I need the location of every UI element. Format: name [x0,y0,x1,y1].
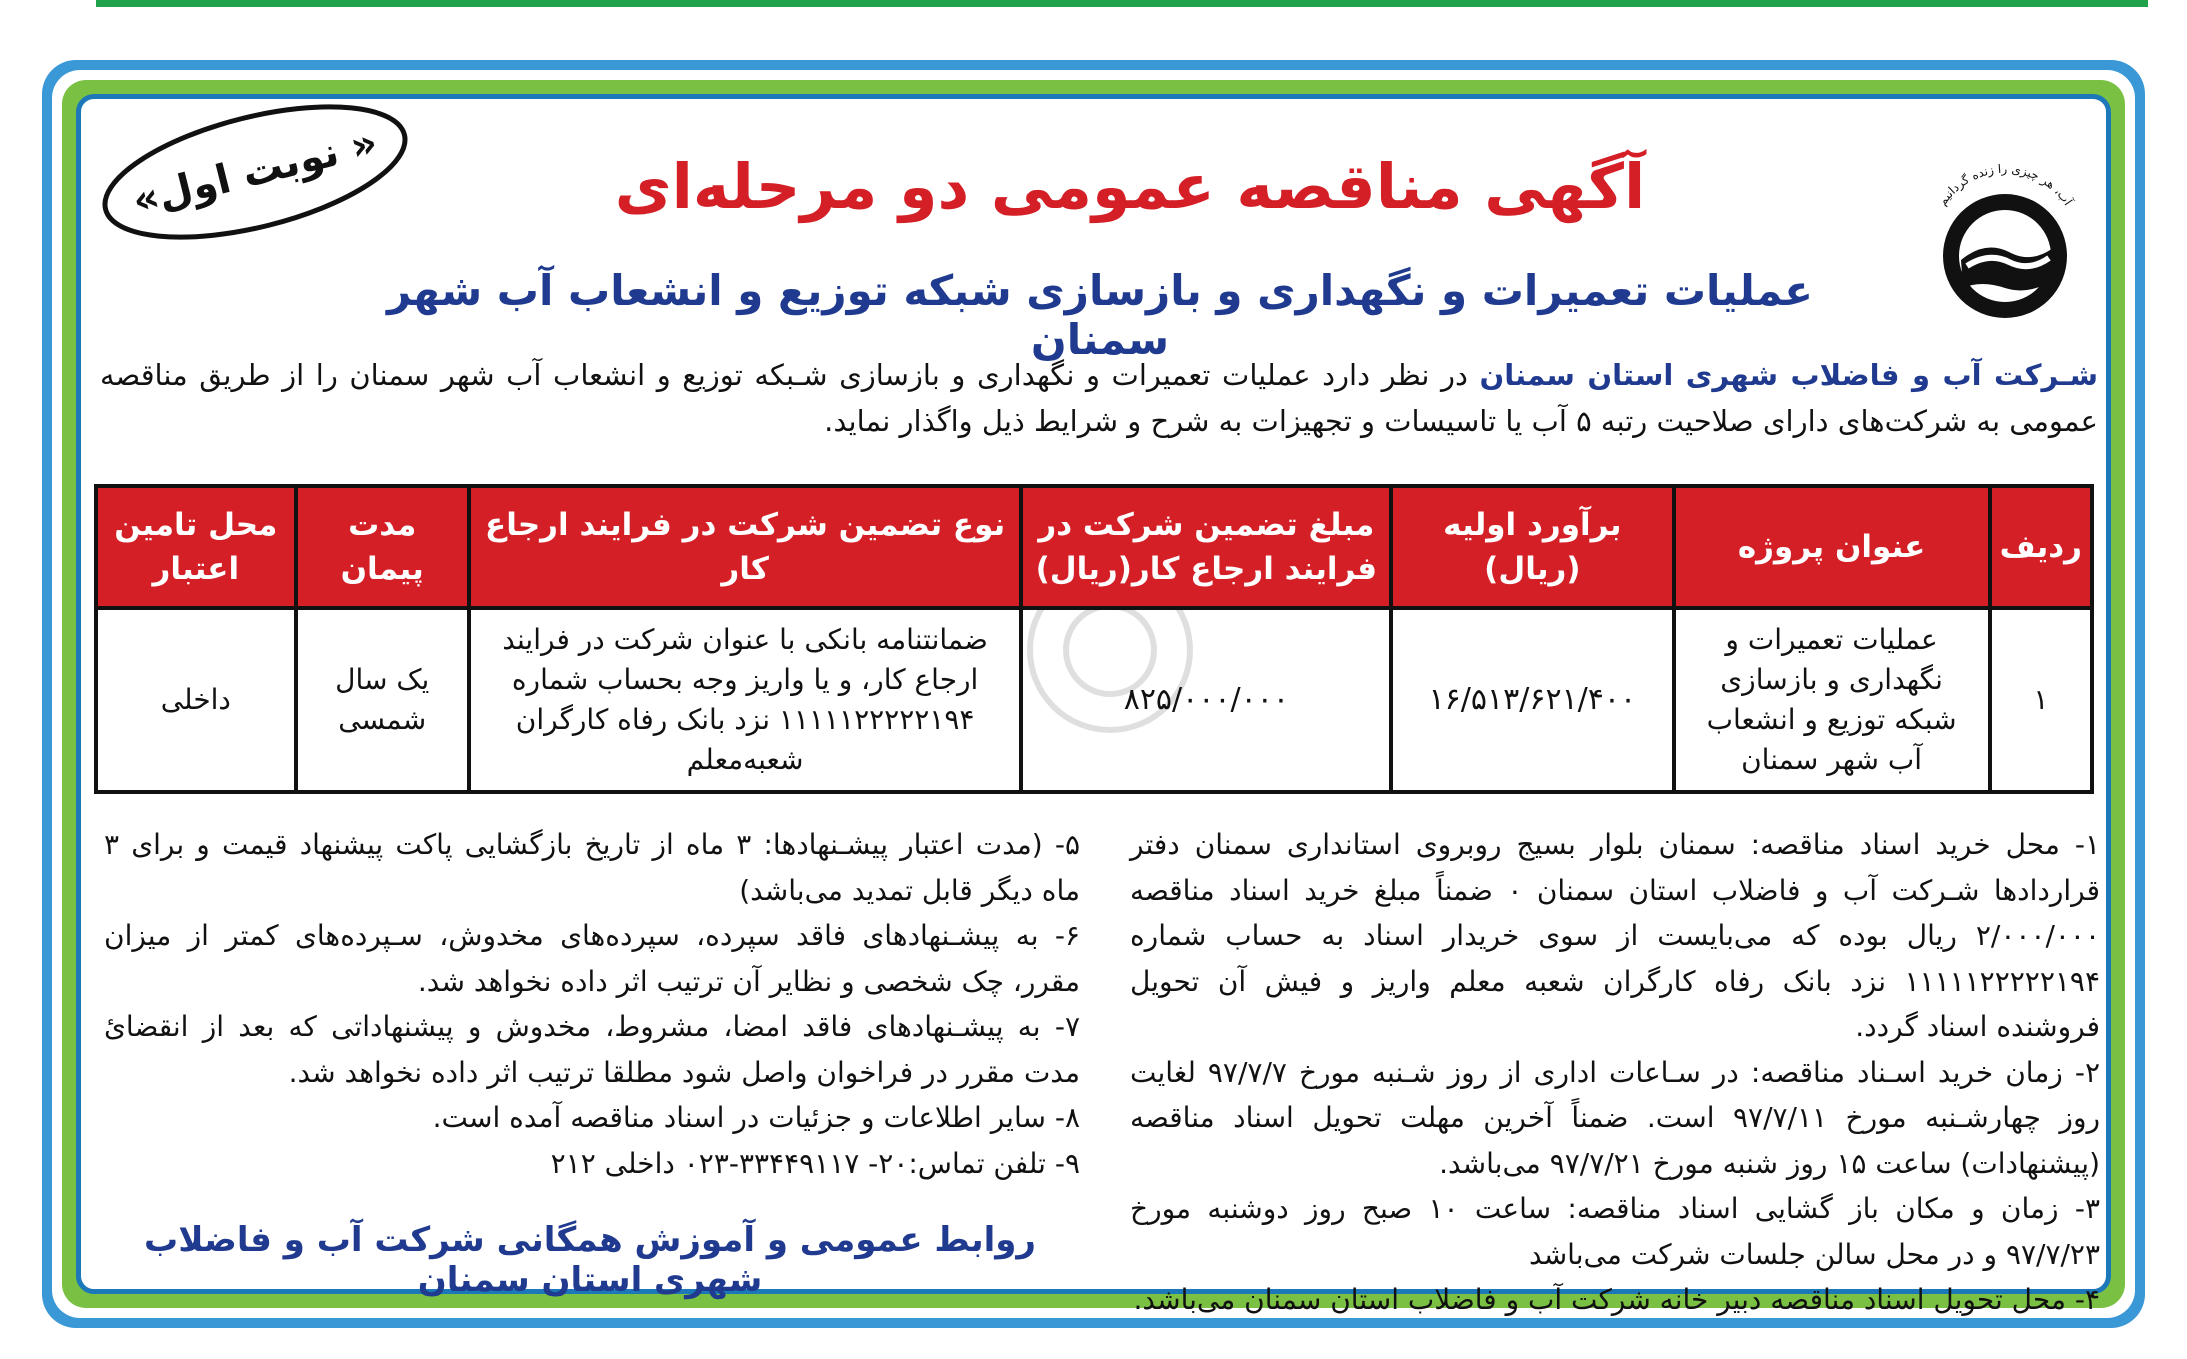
condition-item: ۳- زمان و مکان باز گشایی اسناد مناقصه: ساعت ۱۰ صبح روز دوشنبه مورخ ۹۷/۷/۲۳ و در محل سالن جلسات شرکت می‌باشد [1130,1192,2100,1271]
cell-funding-source: داخلی [96,608,296,792]
public-relations-signature: روابط عمومی و آموزش همگانی شرکت آب و فاضلاب شهری استان سمنان [144,1220,1036,1300]
header-project-title: عنوان پروژه [1674,486,1990,608]
notice-subtitle: عملیات تعمیرات و نگهداری و بازسازی شبکه توزیع و انشعاب آب شهر سمنان [387,266,1813,364]
header-contract-duration: مدت پیمان [296,486,469,608]
cell-guarantee-amount: ۸۲۵/۰۰۰/۰۰۰ [1021,608,1391,792]
cell-guarantee-type: ضمانتنامه بانکی با عنوان شرکت در فرایند ارجاع کار، و یا واریز وجه بحساب شماره ۱۱۱۱۱۲۲۲۲۲۱۹۴ نزد بانک رفاه کارگران شعبه‌معلم [469,608,1022,792]
intro-body: در نظر دارد عملیات تعمیرات و نگهداری و بازسازی شـبکه توزیع و انشعاب آب شهر سمنان را از طریق مناقصه عمومی به شرکت‌های دارای صلاحیت رتبه ۵ آب یا تاسیسات و تجهیزات به شرح و شرایط ذیل واگذار نماید. [100,358,2098,438]
condition-item: ۷- به پیشـنهادهای فاقد امضا، مشروط، مخدوش و پیشنهاداتی که بعد از انقضایٔ مدت مقرر در فراخوان واصل شود مطلقا ترتیب اثر داده نخواهد شد. [104,1010,1080,1089]
header-initial-estimate: برآورد اولیه (ریال) [1391,486,1673,608]
header-funding-source: محل تامین اعتبار [96,486,296,608]
condition-item: ۲- زمان خرید اسـناد مناقصه: در سـاعات اداری از روز شـنبه مورخ ۹۷/۷/۷ لغایت روز چهارشـنبه مورخ ۹۷/۷/۱۱ است. ضمناً آخرین مهلت تحویل اسناد مناقصه (پیشنهادات) ساعت ۱۵ روز شنبه مورخ ۹۷/۷/۲۱ می‌باشد. [1130,1055,2100,1180]
notice-title: آگهی مناقصه عمومی دو مرحله‌ای [614,150,1646,223]
first-round-label: « نوبت اول» [128,119,382,225]
cell-project-title: عملیات تعمیرات و نگهداری و بازسازی شبکه توزیع و انشعاب آب شهر سمنان [1674,608,1990,792]
cell-initial-estimate: ۱۶/۵۱۳/۶۲۱/۴۰۰ [1391,608,1673,792]
table-row [96,608,2092,792]
condition-item: ۸- سایر اطلاعات و جزئیات در اسناد مناقصه آمده است. [432,1101,1080,1134]
tender-table [94,484,2094,794]
condition-item: ۹- تلفن تماس:۲۰- ۳۳۴۴۹۱۱۷-۰۲۳ داخلی ۲۱۲ [550,1146,1080,1180]
top-green-rule [96,0,2148,7]
cell-row-number: ۱ [1990,608,2092,792]
conditions-right-column [1130,822,2100,1323]
intro-company-name: شـرکت آب و فاضلاب شهری استان سمنان [1479,358,2098,392]
intro-paragraph [100,352,2098,444]
conditions-left-column [104,822,1080,1186]
condition-item: ۴- محل تحویل اسناد مناقصه دبیر خانه شرکت آب و فاضلاب استان سمنان می‌باشد. [1133,1283,2100,1316]
table-header-row [96,486,2092,608]
condition-item: ۶- به پیشـنهادهای فاقد سپرده، سپرده‌های مخدوش، سـپرده‌های کمتر از میزان مقرر، چک شخصی و نظایر آن ترتیب اثر داده نخواهد شد. [104,919,1080,998]
condition-item: ۱- محل خرید اسناد مناقصه: سمنان بلوار بسیج روبروی استانداری سمنان دفتر قراردادها شـرکت آب و فاضلاب استان سمنان ۰ ضمناً مبلغ خرید اسناد مناقصه ۲/۰۰۰/۰۰۰ ریال بوده که می‌بایست از سوی خریدار اسناد به حساب شماره ۱۱۱۱۱۲۲۲۲۲۱۹۴ نزد بانک رفاه کارگران شعبه معلم واریز و فیش آن تحویل فروشنده اسناد گردد. [1130,828,2100,1043]
condition-item: ۵- (مدت اعتبار پیشـنهادها: ۳ ماه از تاریخ بازگشایی پاکت پیشنهاد قیمت و برای ۳ ماه دیگر قابل تمدید می‌باشد) [104,828,1081,907]
logo-motto-text: آب، هر چیزی را زنده گردانیم [1935,161,2075,208]
cell-contract-duration: یک سال شمسی [296,608,469,792]
header-guarantee-amount: مبلغ تضمین شرکت در فرایند ارجاع کار(ریال) [1021,486,1391,608]
header-row-number: ردیف [1990,486,2092,608]
header-guarantee-type: نوع تضمین شرکت در فرایند ارجاع کار [469,486,1022,608]
water-company-logo [1905,148,2105,328]
